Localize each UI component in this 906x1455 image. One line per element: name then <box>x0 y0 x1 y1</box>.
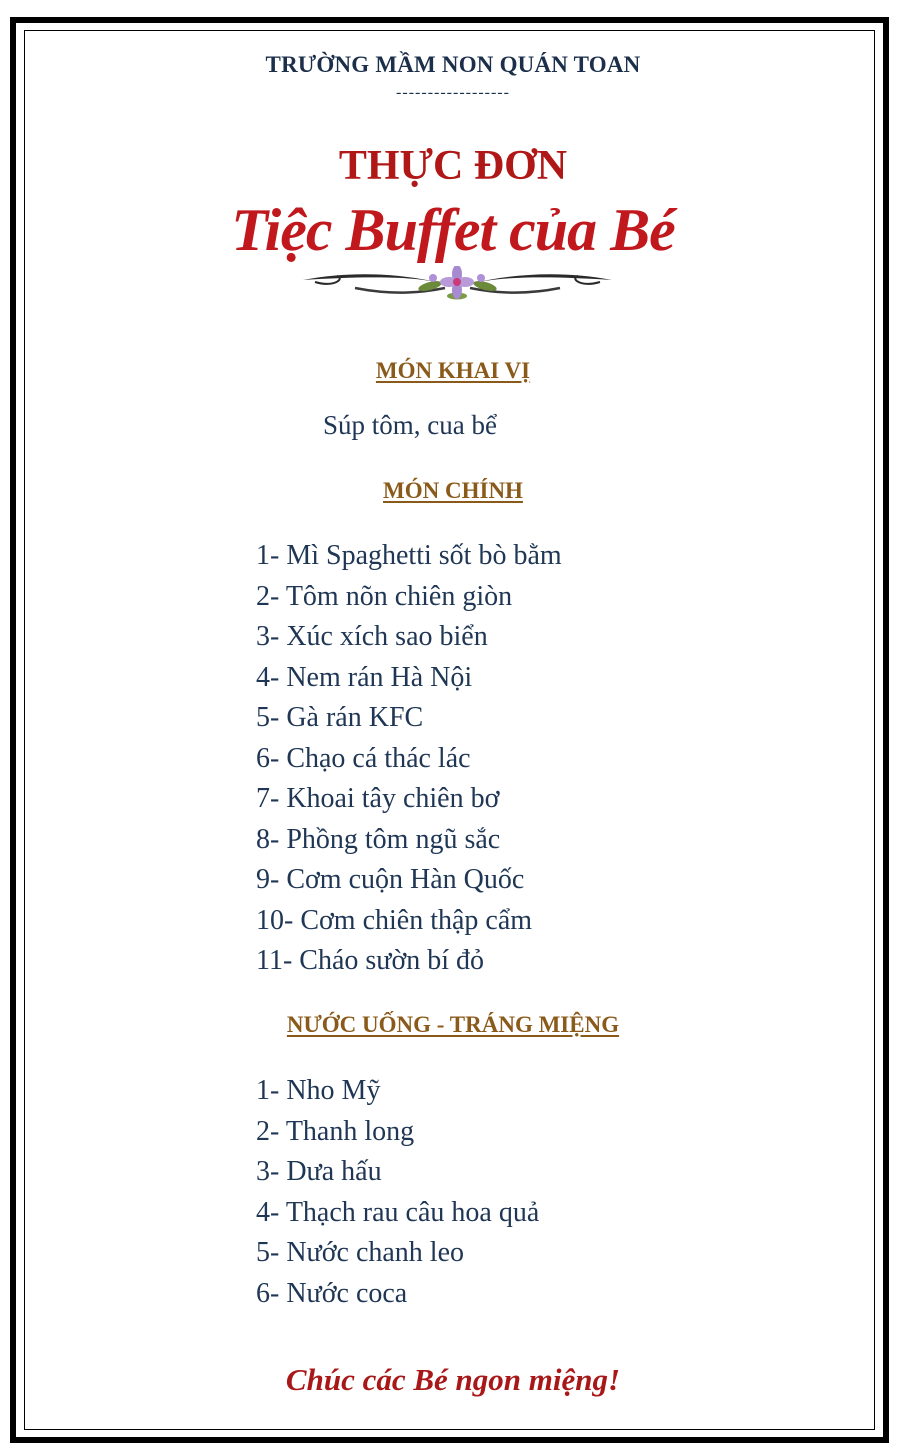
list-item: 8- Phồng tôm ngũ sắc <box>256 823 501 855</box>
list-item: 6- Chạo cá thác lác <box>256 742 471 774</box>
list-item: 6- Nước coca <box>256 1277 408 1309</box>
school-name: TRƯỜNG MẦM NON QUÁN TOAN <box>265 52 641 77</box>
appetizer-item: Súp tôm, cua bể <box>323 410 497 440</box>
list-item: 10- Cơm chiên thập cẩm <box>256 904 533 936</box>
menu-subtitle: Tiệc Buffet của Bé <box>231 197 675 263</box>
main-course-list <box>256 536 562 982</box>
drinks-dessert-list <box>256 1071 539 1314</box>
floral-divider-icon <box>295 266 620 306</box>
list-item: 5- Nước chanh leo <box>256 1237 465 1268</box>
list-item: 2- Thanh long <box>256 1115 415 1147</box>
drinks-dessert-heading: NƯỚC UỐNG - TRÁNG MIỆNG <box>286 1012 620 1037</box>
list-item: 4- Thạch rau câu hoa quả <box>256 1196 540 1228</box>
list-item: 5- Gà rán KFC <box>256 702 424 733</box>
appetizer-heading: MÓN KHAI VỊ <box>375 358 531 383</box>
main-course-heading: MÓN CHÍNH <box>383 478 523 503</box>
list-item: 11- Cháo sườn bí đỏ <box>256 945 485 976</box>
list-item: 1- Nho Mỹ <box>256 1075 381 1106</box>
menu-title: THỰC ĐƠN <box>338 143 568 189</box>
closing-message: Chúc các Bé ngon miệng! <box>285 1362 621 1397</box>
list-item: 9- Cơm cuộn Hàn Quốc <box>256 864 525 895</box>
list-item: 3- Dưa hấu <box>256 1156 382 1187</box>
list-item: 3- Xúc xích sao biển <box>256 621 488 652</box>
list-item: 4- Nem rán Hà Nội <box>256 661 473 693</box>
list-item: 1- Mì Spaghetti sốt bò bằm <box>256 540 562 571</box>
separator-line: ------------------ <box>396 84 510 101</box>
list-item: 2- Tôm nõn chiên giòn <box>256 580 513 612</box>
list-item: 7- Khoai tây chiên bơ <box>256 783 500 814</box>
